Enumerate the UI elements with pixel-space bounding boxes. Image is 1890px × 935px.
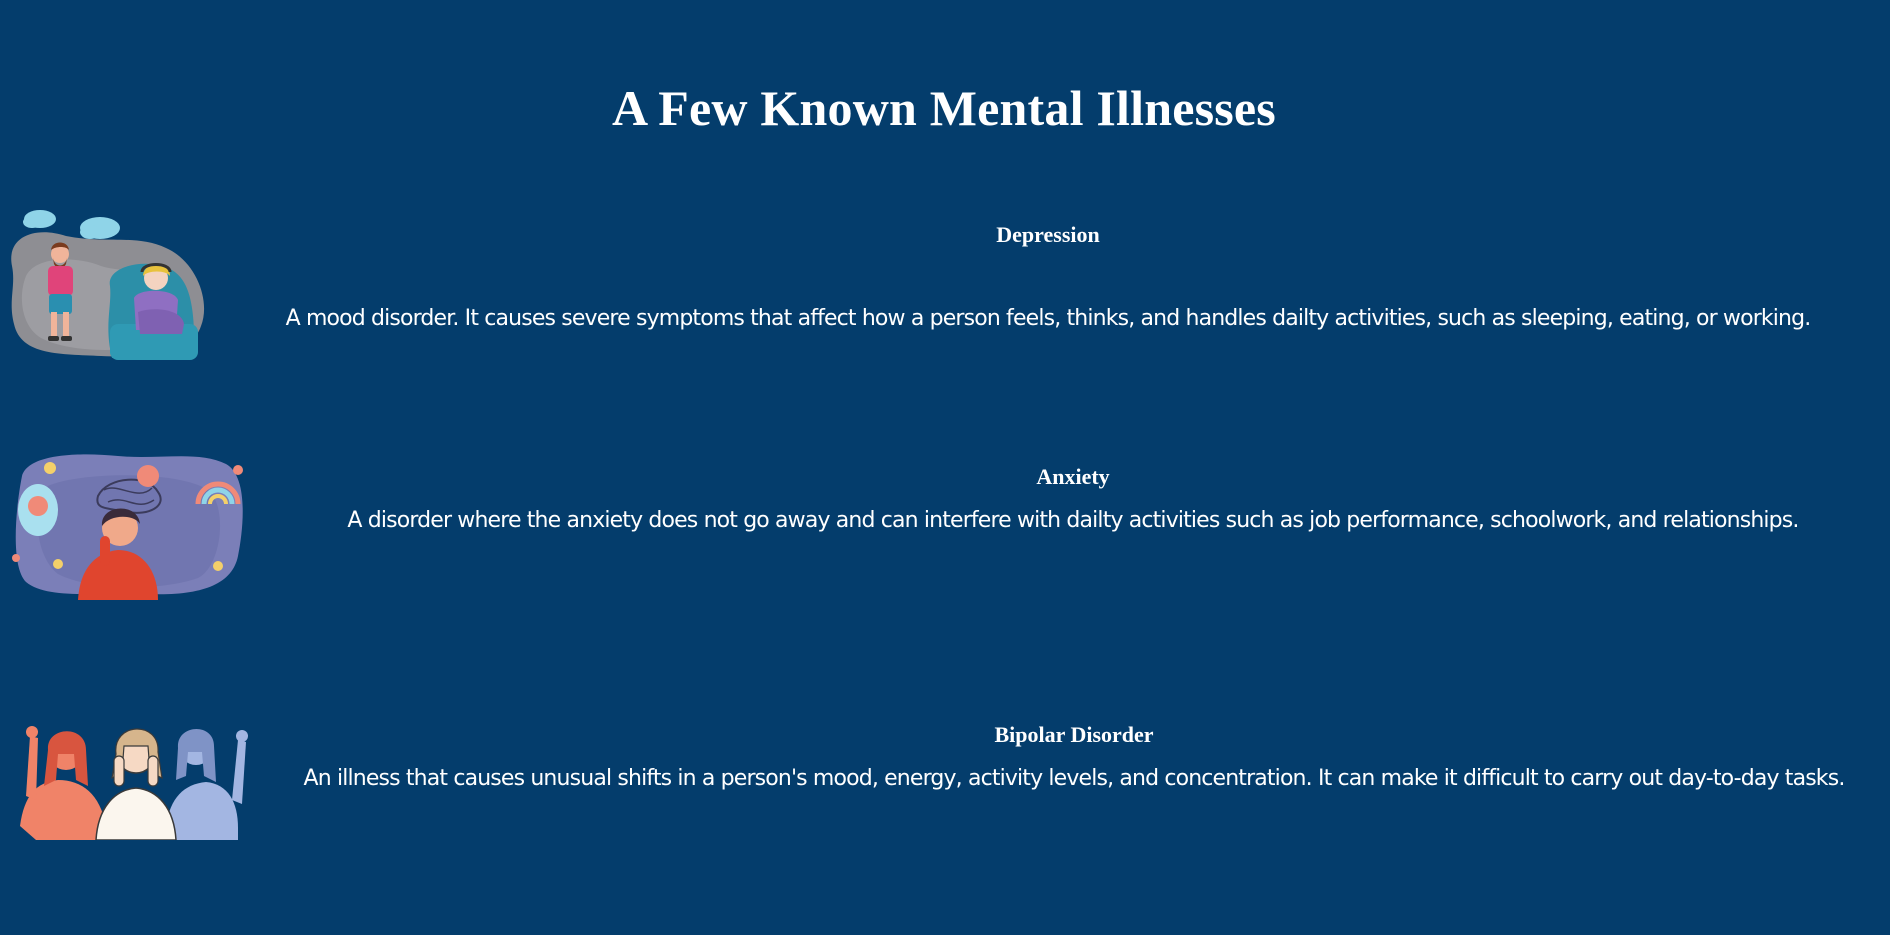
illness-title: Bipolar Disorder (994, 722, 1154, 747)
illness-description: A mood disorder. It causes severe symptoms that affect how a person feels, thinks, and handles dailty activities, such as sleeping, eating, or working. (285, 306, 1811, 331)
illness-description: A disorder where the anxiety does not go away and can interfere with dailty activities such as job performance, schoolwork, and relationships. (347, 508, 1799, 533)
bipolar-illustration (16, 716, 252, 840)
illness-title: Depression (996, 222, 1100, 247)
illness-section-anxiety (0, 442, 1890, 612)
illness-section-bipolar (0, 710, 1890, 860)
depression-illustration (6, 206, 210, 364)
illness-text (232, 222, 1864, 335)
illness-section-depression (0, 200, 1890, 370)
illness-description: An illness that causes unusual shifts in a person's mood, energy, activity levels, and concentration. It can make it difficult to carry out day-to-day tasks. (303, 766, 1845, 791)
anxiety-illustration (8, 446, 248, 600)
illness-text (276, 722, 1872, 795)
illness-title: Anxiety (1036, 464, 1110, 489)
illness-text (288, 464, 1858, 537)
page-title: A Few Known Mental Illnesses (612, 80, 1276, 136)
